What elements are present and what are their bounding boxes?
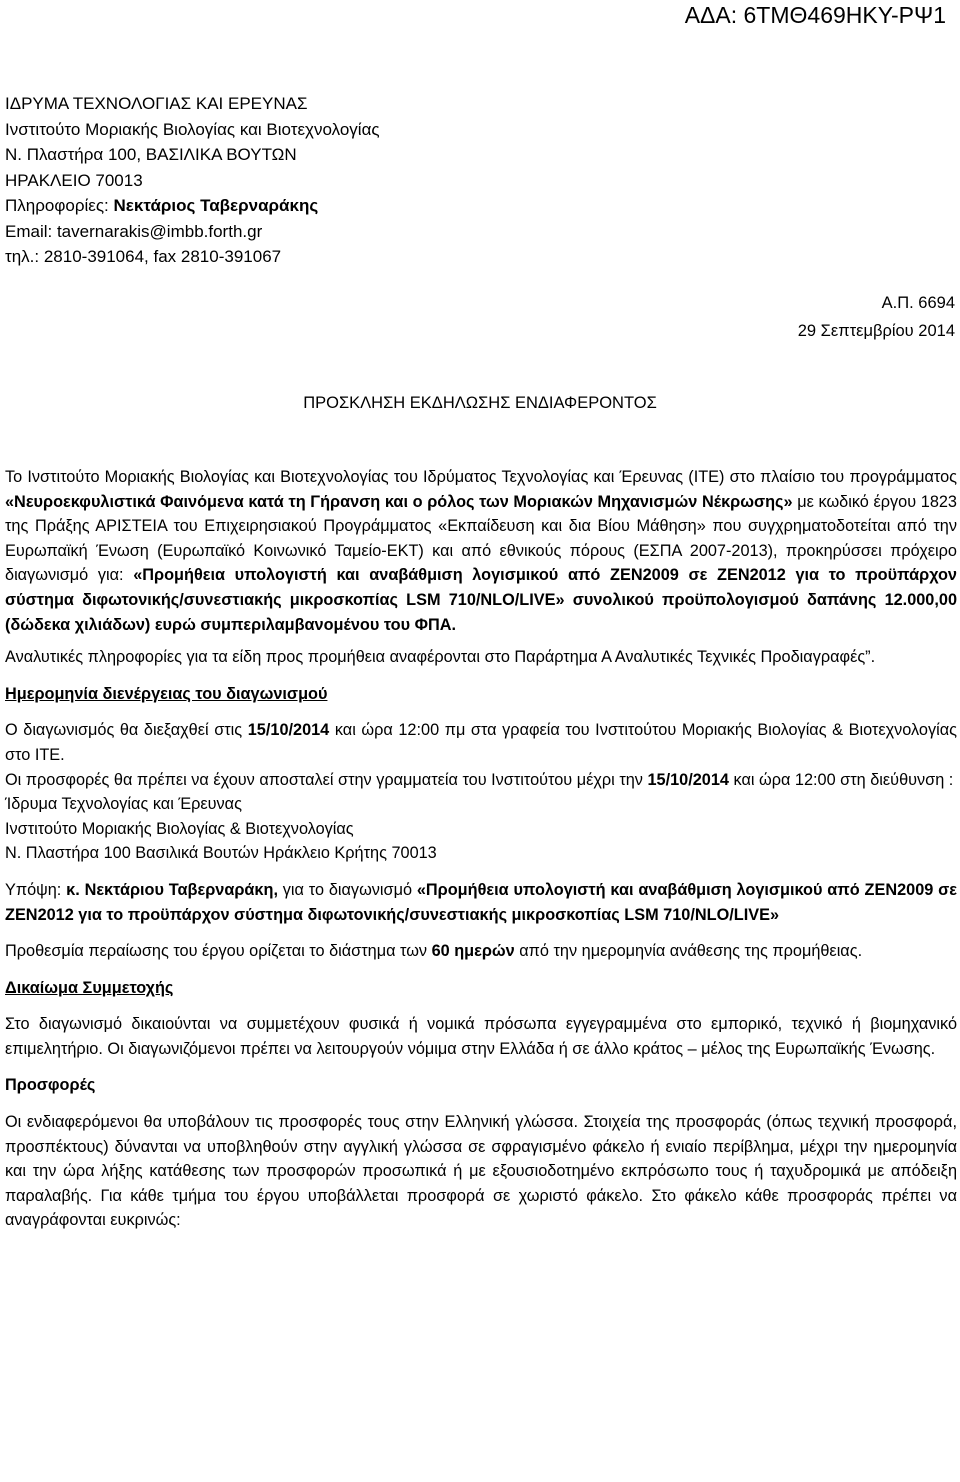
offers-heading: Προσφορές bbox=[5, 1076, 96, 1095]
sender-block bbox=[5, 91, 380, 270]
intro-paragraph: Το Ινστιτούτο Μοριακής Βιολογίας και Βιοτεχνολογίας του Ιδρύματος Τεχνολογίας και Έρευνας (ΙΤΕ) στο πλαίσιο του προγράμματος «Νευροεκφυλιστικά Φαινόμενα κατά τη Γήρανση και ο ρόλος των Μοριακών Μηχανισμών Νέκρωσης» με κωδικό έργου 1823 της Πράξης ΑΡΙΣΤΕΙΑ του Επιχειρησιακού Προγράμματος «Εκπαίδευση και δια Βίου Μάθηση» που συγχρηματοδοτείται από την Ευρωπαϊκή Ένωση (Ευρωπαϊκό Κοινωνικό Ταμείο-ΕΚΤ) και από εθνικούς πόρους (ΕΣΠΑ 2007-2013), προκηρύσσει πρόχειρο διαγωνισμό για: «Προμήθεια υπολογιστή και αναβάθμιση λογισμικού από ZEN2009 σε ZEN2012 για το προϋπάρχον σύστημα διφωτονικής/συνεστιακής μικροσκοπίας LSM 710/NLO/LIVE» συνολικού προϋπολογισμού δαπάνης 12.000,00 (δώδεκα χιλιάδων) ευρώ συμπεριλαμβανομένου του ΦΠΑ. bbox=[5, 468, 957, 634]
tender-date: 15/10/2014 bbox=[247, 721, 330, 740]
attention-paragraph: Υπόψη: κ. Νεκτάριου Ταβερναράκη, για το διαγωνισμό «Προμήθεια υπολογιστή και αναβάθμιση λογισμικού από ZEN2009 σε ZEN2012 για το προϋπάρχον σύστημα διφωτονικής/συνεστιακής μικροσκοπίας LSM 710/NLO/LIVE» bbox=[5, 880, 957, 924]
address-line-1: Ίδρυμα Τεχνολογίας και Έρευνας bbox=[5, 795, 242, 814]
deadline-days: 60 ημερών bbox=[431, 942, 515, 961]
project-title: «Νευροεκφυλιστικά Φαινόμενα κατά τη Γήρανση και ο ρόλος των Μοριακών Μηχανισμών Νέκρωσης» bbox=[5, 492, 793, 511]
address-line-3: Ν. Πλαστήρα 100 Βασιλικά Βουτών Ηράκλειο Κρήτης 70013 bbox=[5, 844, 437, 863]
participation-paragraph: Στο διαγωνισμό δικαιούνται να συμμετέχουν φυσικά ή νομικά πρόσωπα εγγεγραμμένα στο εμπορικό, τεχνικό ή βιομηχανικό επιμελητήριο. Οι διαγωνιζόμενοι πρέπει να λειτουργούν νόμιμα στην Ελλάδα ή σε άλλο κράτος – μέλος της Ευρωπαϊκής Ένωσης. bbox=[5, 1015, 957, 1058]
institute-name: Ινστιτούτο Μοριακής Βιολογίας και Βιοτεχνολογίας bbox=[5, 119, 380, 139]
submission-date: 15/10/2014 bbox=[647, 770, 729, 789]
protocol-number: Α.Π. 6694 bbox=[881, 294, 955, 312]
participation-heading: Δικαίωμα Συμμετοχής bbox=[5, 978, 174, 997]
submission-paragraph: Οι προσφορές θα πρέπει να έχουν αποσταλεί στην γραμματεία του Ινστιτούτου μέχρι την 15/10/2014 και ώρα 12:00 στη διεύθυνση : bbox=[5, 770, 954, 789]
document-title: ΠΡΟΣΚΛΗΣΗ ΕΚΔΗΛΩΣΗΣ ΕΝΔΙΑΦΕΡΟΝΤΟΣ bbox=[303, 394, 657, 412]
city-postcode: ΗΡΑΚΛΕΙΟ 70013 bbox=[5, 170, 143, 190]
document-date: 29 Σεπτεμβρίου 2014 bbox=[797, 322, 955, 340]
date-section-heading: Ημερομηνία διενέργειας του διαγωνισμού bbox=[5, 684, 328, 703]
attention-subject: «Προμήθεια υπολογιστή και αναβάθμιση λογισμικού από ZEN2009 σε ZEN2012 για το προϋπάρχον σύστημα διφωτονικής/συνεστιακής μικροσκοπίας LSM 710/NLO/LIVE» bbox=[5, 880, 957, 924]
annex-paragraph: Αναλυτικές πληροφορίες για τα είδη προς προμήθεια αναφέρονται στο Παράρτημα Α Αναλυτικές Τεχνικές Προδιαγραφές”. bbox=[5, 648, 876, 667]
contact-name: Νεκτάριος Ταβερναράκης bbox=[113, 196, 319, 215]
tender-date-paragraph: Ο διαγωνισμός θα διεξαχθεί στις 15/10/2014 και ώρα 12:00 πμ στα γραφεία του Ινστιτούτου Μοριακής Βιολογίας & Βιοτεχνολογίας στο ΙΤΕ. bbox=[5, 721, 957, 764]
contact-person: Πληροφορίες: Νεκτάριος Ταβερναράκης bbox=[5, 196, 319, 215]
ada-code: ΑΔΑ: 6ΤΜΘ469ΗΚΥ-ΡΨ1 bbox=[684, 2, 946, 28]
attention-name: κ. Νεκτάριου Ταβερναράκη, bbox=[66, 880, 278, 899]
institution-name: ΙΔΡΥΜΑ ΤΕΧΝΟΛΟΓΙΑΣ ΚΑΙ ΕΡΕΥΝΑΣ bbox=[5, 94, 308, 113]
offers-paragraph: Οι ενδιαφερόμενοι θα υποβάλουν τις προσφορές τους στην Ελληνική γλώσσα. Στοιχεία της προσφοράς (όπως τεχνική προσφορά, προσπέκτους) δύνανται να υποβληθούν στην αγγλική γλώσσα σε σφραγισμένο φάκελο ή ενιαίο περίβλημα, μέχρι την ημερομηνία και την ώρα λήξης κατάθεσης των προσφορών προσωπικά ή με εξουσιοδοτημένο εκπρόσωπο τους ή ταχυδρομικά με απόδειξη παραλαβής. Για κάθε τμήμα του έργου υποβάλλεται προσφορά σε χωριστό φάκελο. Στο φάκελο κάθε προσφοράς πρέπει να αναγράφονται ευκρινώς: bbox=[5, 1113, 957, 1230]
email-line: Email: tavernarakis@imbb.forth.gr bbox=[5, 221, 263, 241]
reference-block bbox=[798, 289, 955, 345]
street-address: Ν. Πλαστήρα 100, ΒΑΣΙΛΙΚΑ ΒΟΥΤΩΝ bbox=[5, 145, 297, 164]
document-body bbox=[5, 465, 957, 1233]
address-line-2: Ινστιτούτο Μοριακής Βιολογίας & Βιοτεχνολογίας bbox=[5, 819, 354, 838]
phone-line: τηλ.: 2810-391064, fax 2810-391067 bbox=[5, 247, 282, 266]
deadline-paragraph: Προθεσμία περαίωσης του έργου ορίζεται το διάστημα των 60 ημερών από την ημερομηνία ανάθεσης της προμήθειας. bbox=[5, 942, 863, 961]
tender-subject: «Προμήθεια υπολογιστή και αναβάθμιση λογισμικού από ZEN2009 σε ZEN2012 για το προϋπάρχον σύστημα διφωτονικής/συνεστιακής μικροσκοπίας LSM 710/NLO/LIVE» συνολικού προϋπολογισμού δαπάνης 12.000,00 (δώδεκα χιλιάδων) ευρώ συμπεριλαμβανομένου του ΦΠΑ. bbox=[5, 566, 957, 634]
